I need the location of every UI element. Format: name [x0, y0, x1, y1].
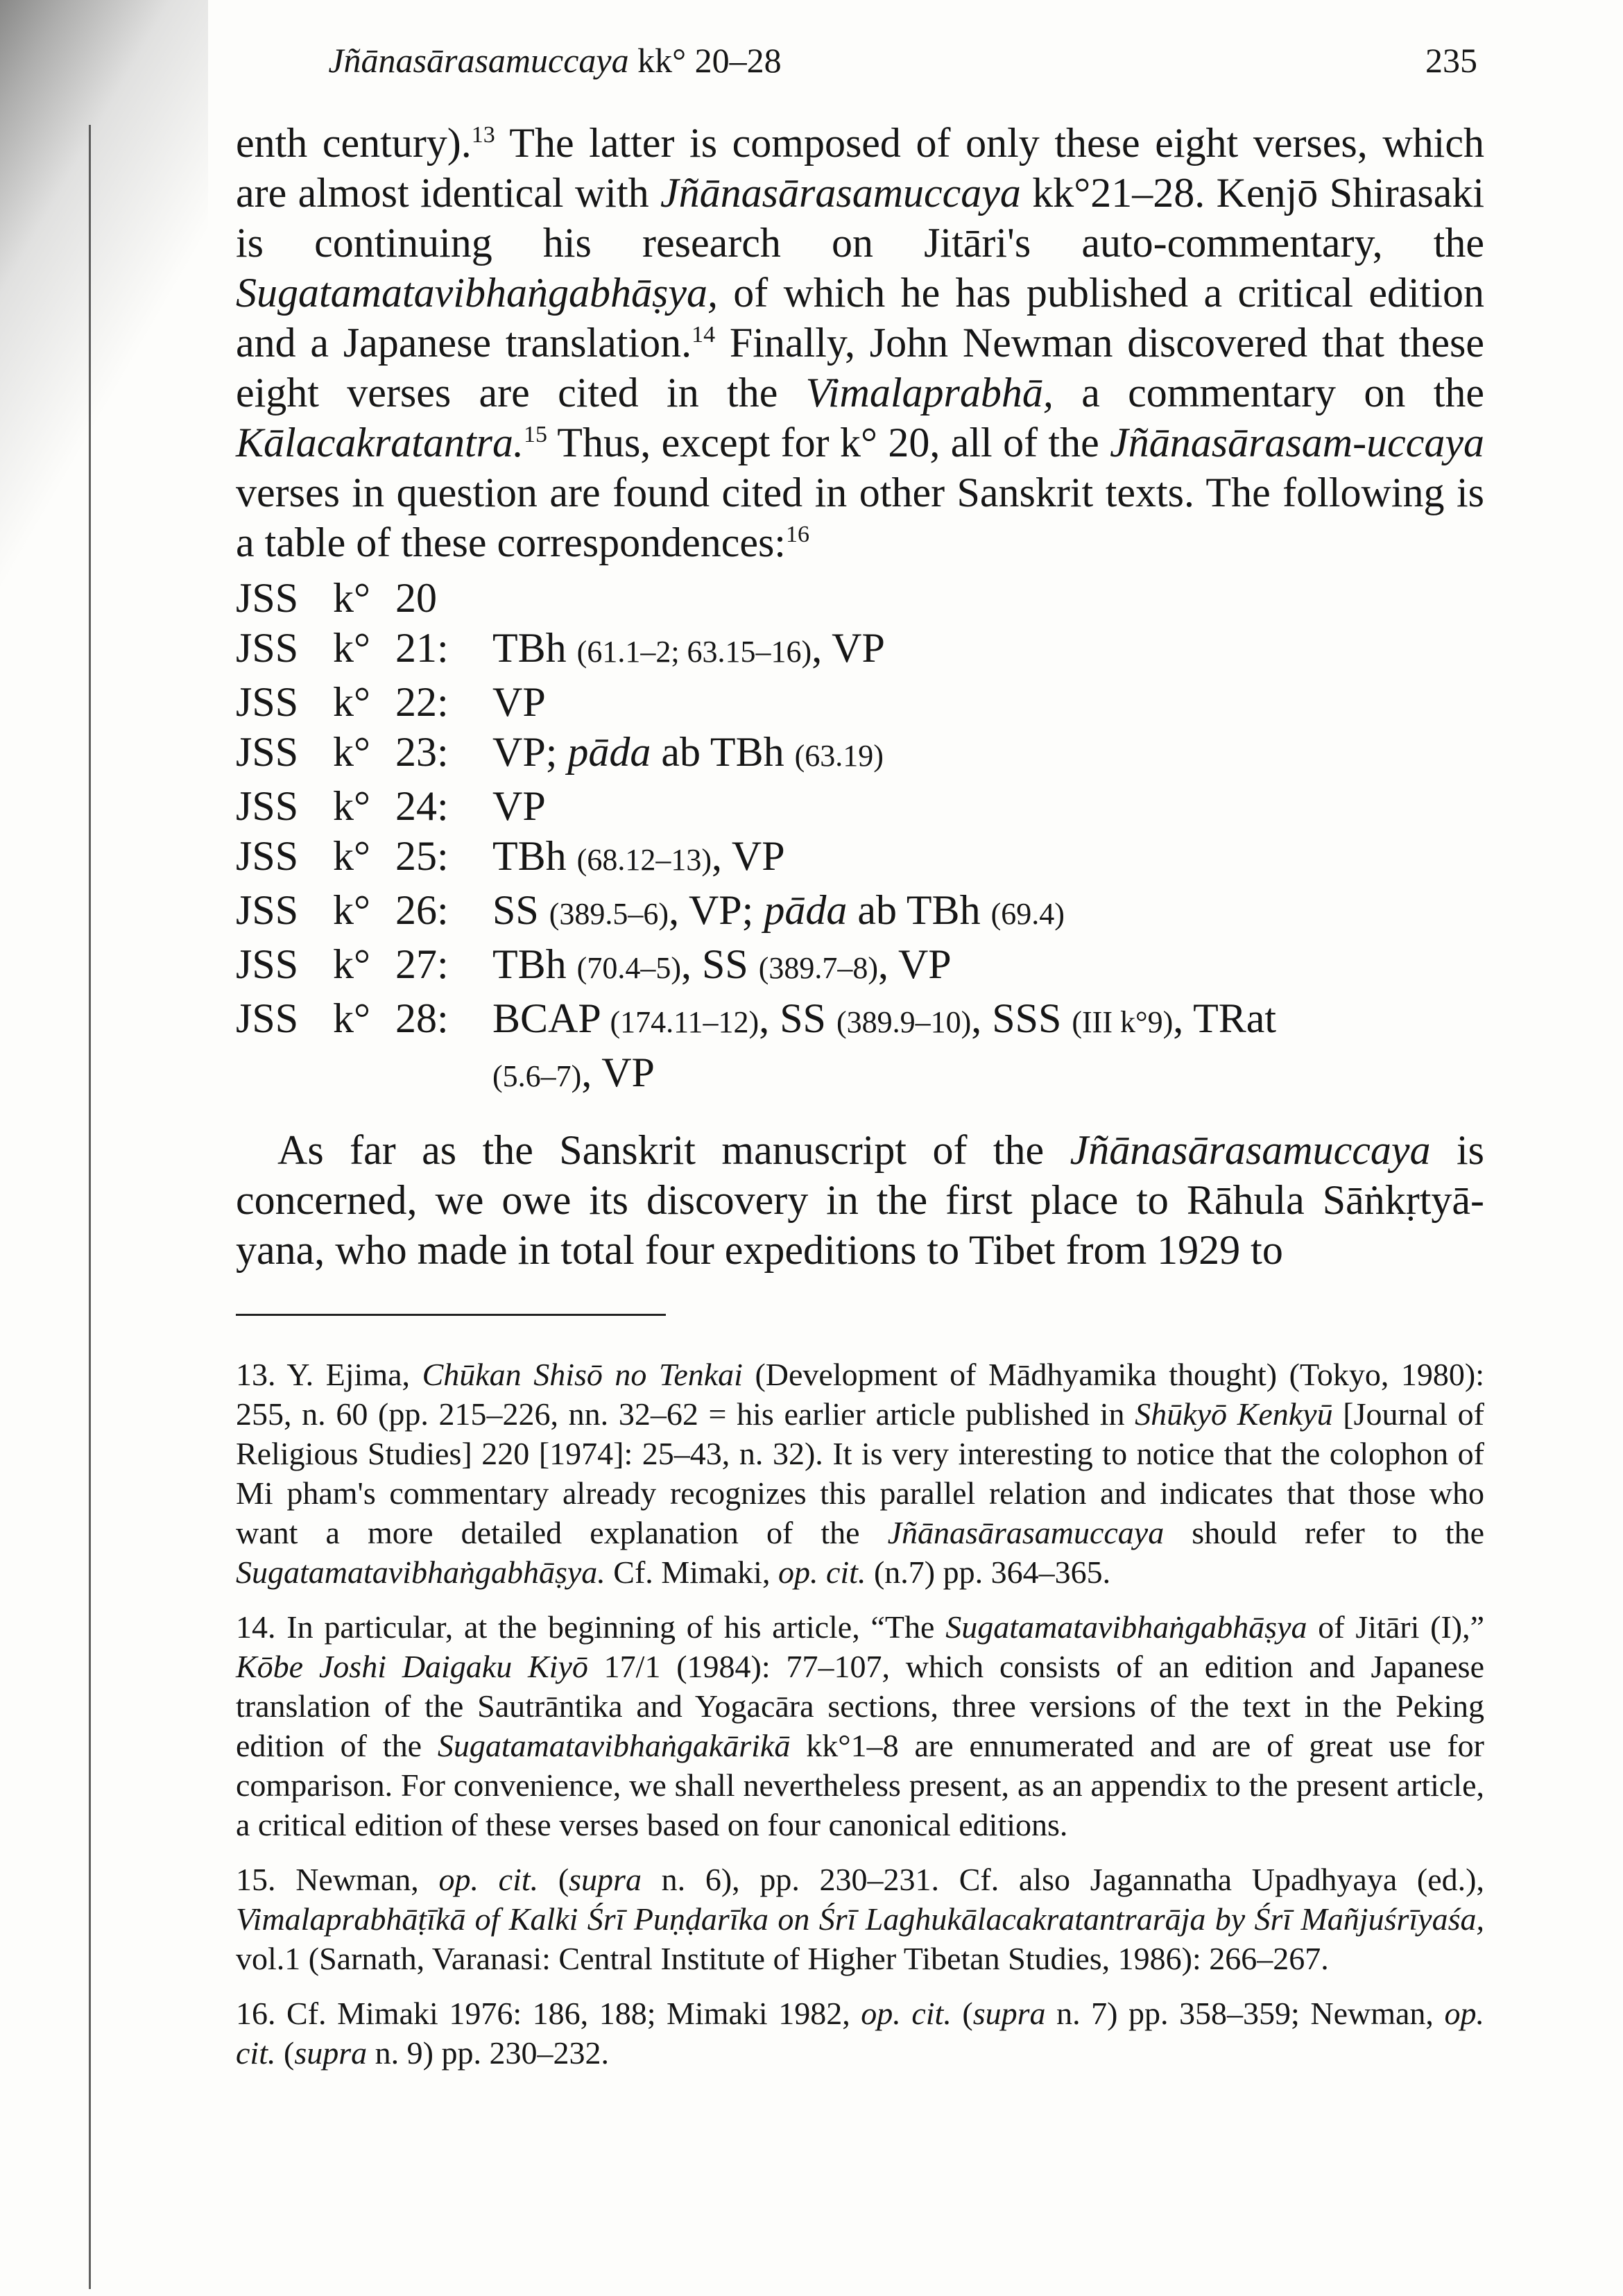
table-row: JSS k° 25: TBh (68.12–13), VP [236, 833, 785, 879]
table-row: JSS k° 24: VP [236, 783, 546, 829]
footnote-13: 13. Y. Ejima, Chūkan Shisō no Tenkai (Development of Mādhyamika thought) (Tokyo, 1980): 255, n. 60 (pp. 215–226, nn. 32–62 = his earlier article published in Shūkyō Kenkyū [Journal of Religious Studies] 220 [1974]: 25–43, n. 32). It is very interesting to notice that the colophon of Mi pham's commentary already recognizes this parallel relation and indicates that those who want a more detailed explanation of the Jñānasārasamuccaya should refer to the Sugatamatavibhaṅgabhāṣya. Cf. Mimaki, op. cit. (n.7) pp. 364–365. [236, 1357, 1484, 1590]
table-row: JSS k° 21: TBh (61.1–2; 63.15–16), VP [236, 625, 885, 671]
table-row: JSS k° 27: TBh (70.4–5), SS (389.7–8), VP [236, 941, 952, 987]
footnote-rule [236, 1314, 666, 1316]
running-range: kk° 20–28 [637, 41, 782, 80]
table-row: JSS k° 26: SS (389.5–6), VP; pāda ab TBh (69.4) [236, 887, 1065, 933]
table-row: JSS k° 20 [236, 575, 437, 621]
footnote-ref-13: 13 [471, 122, 495, 148]
footnote-16: 16. Cf. Mimaki 1976: 186, 188; Mimaki 1982, op. cit. (supra n. 7) pp. 358–359; Newman, op. cit. (supra n. 9) pp. 230–232. [236, 1996, 1484, 2071]
footnote-ref-15: 15 [524, 422, 547, 447]
paragraph-2: As far as the Sanskrit manuscript of the Jñānasārasamuccaya is concerned, we owe its discovery in the first place to Rāhula Sāṅkṛtyā-yana, who made in total four expeditions to Tibet from 1929 to [236, 1127, 1484, 1273]
table-row: JSS k° 28: BCAP (174.11–12), SS (389.9–10), SSS (III k°9), TRat [236, 995, 1277, 1041]
table-row-continuation: (5.6–7), VP [492, 1050, 655, 1095]
table-row: JSS k° 23: VP; pāda ab TBh (63.19) [236, 729, 884, 775]
gutter-line [89, 125, 91, 2289]
table-row: JSS k° 22: VP [236, 679, 546, 725]
page-number: 235 [1425, 41, 1477, 80]
footnote-ref-14: 14 [692, 322, 716, 348]
page-shadow [0, 0, 208, 624]
footnote-15: 15. Newman, op. cit. (supra n. 6), pp. 230–231. Cf. also Jagannatha Upadhyaya (ed.), Vimalaprabhāṭīkā of Kalki Śrī Puṇḍarīka on Śrī Laghukālacakratantrarāja by Śrī Mañjuśrīyaśa, vol.1 (Sarnath, Varanasi: Central Institute of Higher Tibetan Studies, 1986): 266–267. [236, 1862, 1484, 1976]
footnotes [236, 1355, 1484, 2073]
correspondence-table [236, 573, 1484, 1102]
page-content [236, 118, 1484, 2088]
running-title: Jñānasārasamuccaya [328, 41, 629, 80]
footnote-ref-16: 16 [785, 522, 809, 547]
footnote-14: 14. In particular, at the beginning of his article, “The Sugatamatavibhaṅgabhāṣya of Jitāri (I),” Kōbe Joshi Daigaku Kiyō 17/1 (1984): 77–107, which consists of an edition and Japanese translation of the Sautrāntika and Yogacāra sections, three versions of the text in the Peking edition of the Sugatamatavibhaṅgakārikā kk°1–8 are ennumerated and are of great use for comparison. For convenience, we shall nevertheless present, as an appendix to the present article, a critical edition of these verses based on four canonical editions. [236, 1609, 1485, 1842]
running-head [0, 40, 1110, 80]
paragraph-1: enth century).$^{13}$ The latter is composed of only these eight verses, which are almost identical with Jñānasārasamuccaya kk°21–28. Kenjō Shirasaki is continuing his research on Jitāri's auto-commentary, the Sugatamatavibhaṅgabhāṣya, of which he has published a critical edition and a Japanese translation.$^{14}$ Finally, John Newman discovered that these eight verses are cited in the Vimalaprabhā, a commentary on the Kālacakratantra.$^{15}$ Thus, except for k° 20, all of the Jñānasārasam-uccaya verses in question are found cited in other Sanskrit texts. The following is a table of these correspondences:$^{16}$ [236, 120, 1484, 565]
body-text [236, 118, 1484, 1275]
page-header [0, 33, 1623, 89]
